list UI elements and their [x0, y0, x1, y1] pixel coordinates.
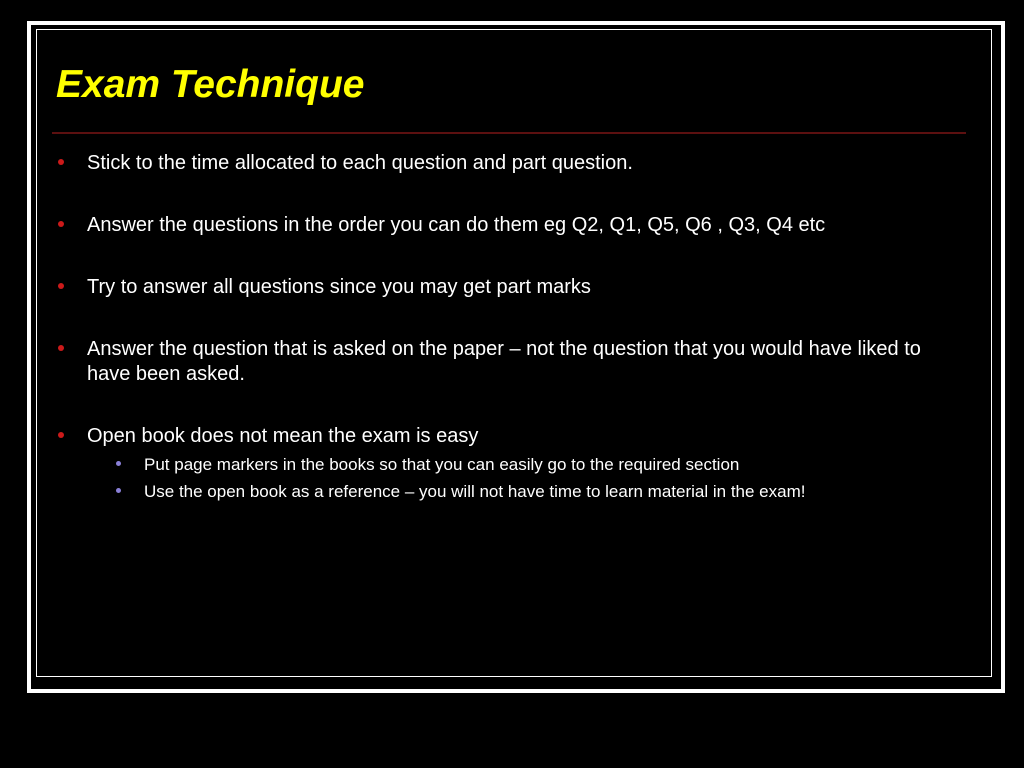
bullet-dot-icon	[58, 159, 64, 165]
bullet-dot-icon	[58, 432, 64, 438]
bullet-text: Stick to the time allocated to each question and part question.	[87, 152, 633, 174]
bullet-text: Open book does not mean the exam is easy	[87, 425, 479, 447]
sub-bullet-dot-icon	[116, 488, 121, 493]
sub-bullet-dot-icon	[116, 461, 121, 466]
bullet-dot-icon	[58, 221, 64, 227]
bullet-dot-icon	[58, 283, 64, 289]
slide-title: Exam Technique	[56, 63, 365, 106]
sub-bullet-text: Use the open book as a reference – you will not have time to learn material in the exam!	[144, 482, 806, 501]
bullet-text: Answer the questions in the order you can do them eg Q2, Q1, Q5, Q6 , Q3, Q4 etc	[87, 214, 826, 236]
bullet-text: Try to answer all questions since you may get part marks	[87, 276, 591, 298]
bullet-text: Answer the question that is asked on the paper – not the question that you would have liked to have been asked.	[87, 338, 921, 385]
sub-bullet-text: Put page markers in the books so that you can easily go to the required section	[144, 455, 740, 474]
bullet-dot-icon	[58, 345, 64, 351]
